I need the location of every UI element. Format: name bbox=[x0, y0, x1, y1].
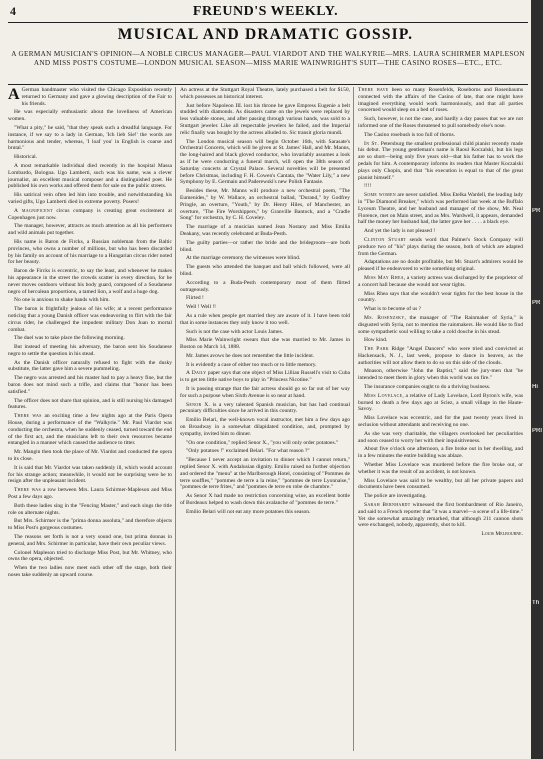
paragraph-text: Just before Napoleon III. lost his throne he gave Empress Eugenie a belt studded with diamonds. As disasters came on the jewels were replaced by less valuable stones, and after passing through various hands, was sold to a Stuttgart jeweler. Like all respectable jewelers he failed, and the Imperial relic finally was bought by the actress alluded to. Sic transit gloria mundi. bbox=[180, 102, 350, 136]
paragraph-text: His satirical vein often led him into trouble, and notwithstanding his varied gifts, Ugo Lamberti died in extreme poverty. Posers! bbox=[8, 192, 172, 205]
article-paragraph bbox=[180, 87, 350, 101]
article-paragraph bbox=[8, 518, 172, 532]
paragraph-text: , the manager of "The Rainmaker of Syria," is disgusted with Syria, not to mention the rainmakers. He would like to find some sympathetic soul willing to take a cold douche in his stead. bbox=[358, 314, 523, 335]
article-paragraph bbox=[180, 224, 350, 238]
article-paragraph bbox=[358, 116, 523, 130]
page-subhead: A GERMAN MUSICIAN'S OPINION—A NOBLE CIRCUS MANAGER—PAUL VIARDOT AND THE WALKYRIE—MRS. LAURA SCHIRMER MAPLESON AND MISS POST'S COSTUME—LONDON MUSICAL SEASON—MISS MARIE WAINWRIGHT'S SUIT—THE CASINO ROSES—ETC., ETC. bbox=[11, 50, 525, 67]
paragraph-text: Mnason, otherwise "John the Baptist," said the jury-men that "he intended to meet them in glory when this world was on fire." bbox=[358, 368, 523, 382]
page-number: 4 bbox=[10, 4, 16, 18]
paragraph-text: His name is Baron de Fircks, a Russian nobleman from the Baltic provinces, who owns a number of millions, but who has been discarded by his family on account of his marriage to a Hungarian circus rider noted for her beauty. bbox=[8, 238, 172, 266]
paragraph-text: A most remarkable individual died recently in the hospital Massa Lombardo, Bologna. Ugo Lamberti, such was his name, was a clever journalist, an excellent musical composer and a distinguished poet. He published his own works and offered them for sale on the public streets. bbox=[8, 162, 172, 190]
article-paragraph bbox=[180, 329, 350, 336]
paragraph-text: Emilio Belari, the well-known vocal instructor, met him a few days ago on Broadway in a somewhat dilapidated condition, and, prompted by sympathy, invited him to dinner. bbox=[180, 417, 350, 437]
paragraph-text: Ridge "Angel Dancers" who were tried and convicted at Hackensack, N. J., last week, propose to dance in heaven, as the authorities will not allow them to do so on this side of the clouds. bbox=[358, 346, 523, 366]
paragraph-text: No one is anxious to shake hands with him. bbox=[14, 297, 110, 304]
paragraph-text: It is passing strange that the fair actress should go so far out of her way for such a purpose when Sixth Avenue is so near at hand. bbox=[180, 386, 350, 399]
paragraph-text: But Mrs. Schirmer is the "prima donna assoluta," and therefore objects to Miss Post's gorgeous costumes. bbox=[8, 518, 172, 532]
paragraph-text: As Senor X had made no restriction concerning wine, an excellent bottle of Bordeaux helped to wash down this avalanche of "pommes de terre." bbox=[180, 493, 350, 507]
paragraph-text: Miss Lovelace was eccentric, and for the past twenty years lived in seclusion without attendants and receiving no one. bbox=[358, 415, 523, 429]
article-paragraph bbox=[8, 192, 172, 206]
article-paragraph bbox=[180, 417, 350, 437]
paragraph-text: But instead of meeting his adversary, the baron sent his Soudanese negro to settle the question in his stead. bbox=[8, 344, 172, 357]
article-paragraph bbox=[8, 208, 172, 222]
article-paragraph bbox=[8, 87, 172, 107]
article-paragraph bbox=[358, 502, 523, 529]
article-paragraph bbox=[8, 503, 172, 517]
paragraph-text: is a very talented Spanish musician, but has had continual pecuniary difficulties since he arrived in this country. bbox=[180, 401, 350, 415]
article-paragraph bbox=[358, 384, 523, 391]
paragraph-text: , a variety actress was discharged by the proprietor of a concert hall because she would not wear tights. bbox=[358, 274, 523, 288]
paragraph-text: The Casino rosebush is too full of thorns. bbox=[364, 131, 456, 138]
paragraph-text: According to a Buda-Pesth contemporary most of them flirted outrageously. bbox=[180, 279, 350, 293]
paragraph-text: Miss Marie Wainwright swears that she was married to Mr. James in Boston on March 14, 1888. bbox=[180, 337, 350, 351]
article-paragraph bbox=[358, 346, 523, 366]
paragraph-text: German bandmaster who visited the Chicago Exposition recently returned to Germany and gave a glowing description of the Fair to his friends. bbox=[21, 87, 172, 107]
paragraph-text: Whether Miss Lovelace was murdered before the fire broke out, or whether it was the result of an accident, is not known. bbox=[358, 462, 523, 475]
article-paragraph bbox=[180, 386, 350, 400]
paragraph-lead: There have bbox=[358, 87, 389, 93]
article-paragraph bbox=[8, 125, 172, 152]
article-paragraph bbox=[358, 393, 523, 413]
paragraph-lead: Miss Lovelace bbox=[364, 392, 403, 399]
article-paragraph bbox=[180, 264, 350, 278]
paragraph-lead: There was bbox=[14, 413, 42, 420]
article-paragraph bbox=[180, 448, 350, 455]
article-paragraph bbox=[358, 87, 523, 114]
article-paragraph bbox=[180, 304, 350, 311]
paragraph-text: The guests who attended the banquet and ball which followed, were all blind. bbox=[180, 264, 350, 277]
paragraph-lead: Miss May Rhea bbox=[364, 274, 404, 281]
edge-fragment: PRI bbox=[532, 428, 543, 434]
article-paragraph bbox=[180, 337, 350, 351]
paragraph-text: The officer does not share that opinion, and is still nursing his damaged features. bbox=[8, 397, 172, 411]
paragraph-lead: A magnificent bbox=[14, 207, 53, 214]
paragraph-text: It is evidently a case of either too much or to little memory. bbox=[186, 361, 317, 368]
paragraph-text: Miss Rhea says that she wouldn't wear tights for the best house in the country. bbox=[358, 290, 523, 304]
article-paragraph bbox=[180, 493, 350, 507]
paragraph-text: He was especially enthusiastic about the loveliness of American women. bbox=[8, 109, 172, 123]
article-paragraph bbox=[8, 154, 172, 161]
article-paragraph bbox=[8, 375, 172, 395]
article-paragraph bbox=[8, 239, 172, 266]
article-paragraph bbox=[8, 360, 172, 374]
article-paragraph bbox=[8, 268, 172, 295]
article-paragraph bbox=[358, 141, 523, 182]
article-paragraph bbox=[180, 240, 350, 254]
article-paragraph bbox=[358, 259, 523, 273]
paragraph-text: Petersburg the smallest professional child pianist recently made his debut. The young gentleman's name is Raoul Koczalski, but his legs are so short—being only five years old—that his father has to work the pedals for him. A contemporary informs its readers that Master Koczalski plays only Chopin, and that "his execution is equal to that of the great pianist himself." bbox=[358, 140, 523, 181]
article-paragraph bbox=[180, 509, 350, 516]
article-paragraph bbox=[180, 295, 350, 302]
paragraph-text: Flirted ! bbox=[186, 295, 204, 302]
article-paragraph bbox=[358, 368, 523, 382]
paragraph-text: "Because I never accept an invitation to dinner which I cannot return," replied Senor X. with Andalusian dignity. Emilio raised no further objection and ordered the "menu" at the Marlborough Hotel, consisting of "Pommes de terre souffles," "pommes de terre a la reine," "pommes de terre Lyonnaise," "pommes de terre frites," and "pommes de terre en robe de chambre." bbox=[180, 457, 350, 491]
article-column-3 bbox=[358, 87, 523, 751]
paragraph-text: Emilio Belari will not eat any more potatoes this season. bbox=[186, 508, 311, 515]
edge-fragment: Th bbox=[532, 600, 540, 606]
paragraph-text: The guilty parties—or rather the bride and the bridegroom—are both blind. bbox=[180, 239, 350, 253]
article-paragraph bbox=[358, 306, 523, 313]
author-signature: Louis Melbourne. bbox=[481, 531, 523, 538]
article-paragraph bbox=[358, 337, 523, 344]
article-paragraph bbox=[358, 446, 523, 460]
article-paragraph bbox=[358, 478, 523, 492]
article-paragraph bbox=[358, 192, 523, 226]
paragraph-text: Mr. Mangin then took the place of Mr. Viardot and conducted the opera to its close. bbox=[8, 449, 172, 463]
article-paragraph bbox=[8, 413, 172, 447]
paragraph-text: At the marriage ceremony the witnesses were blind. bbox=[186, 255, 301, 262]
article-paragraph bbox=[180, 353, 350, 360]
paragraph-text: The insurance companies ought to do a thriving business. bbox=[364, 384, 491, 391]
article-paragraph bbox=[180, 362, 350, 369]
paragraph-text: How kind. bbox=[364, 337, 388, 344]
article-paragraph bbox=[180, 188, 350, 222]
article-paragraph bbox=[8, 487, 172, 501]
paragraph-lead: Clinton Stuart bbox=[364, 236, 407, 243]
paragraph-text: Colonel Mapleson tried to discharge Miss Post, but Mr. Whitney, who owns the opera, objected. bbox=[8, 549, 172, 563]
paragraph-lead: There was bbox=[14, 487, 41, 494]
paragraph-text: witnessed the first bombardment of Rio Janeiro, and said to a French reporter that "it was a marvel—a scene of a life-time." Yet she somewhat amazingly remarked, that although 211 cannon shots were exchanged, nobody, apparently, shot to kill. bbox=[358, 502, 523, 529]
paragraph-text: Baron de Fircks is eccentric, to say the least, and whenever he makes his appearance in the street the crowds scatter in every direction, for he never moves outdoors without his body guard, composed of a Soudanese negro of herculean proportions, a tamed lion, a wolf and a huge dog. bbox=[8, 268, 172, 295]
paragraph-text: circus company is creating great excitement at Copenhagen just now. bbox=[8, 207, 172, 221]
drop-cap: A bbox=[8, 87, 20, 103]
paragraph-lead: In St. bbox=[364, 140, 380, 147]
article-paragraph bbox=[358, 228, 523, 235]
edge-fragment: PR bbox=[532, 208, 541, 214]
paragraph-text: When the two ladies now meet each other off the stage, both their noses take suddenly an upward course. bbox=[8, 565, 172, 578]
article-paragraph bbox=[358, 275, 523, 289]
paragraph-text: an exciting time a few nights ago at the Paris Opera House, during a performance of the "Walkyrie." Mr. Paul Viardot was conducting the orchestra, when he suddenly ceased, turned toward the end of the first act, and the musicians left to their own resources became entangled in a manner which caused the audience to titter. bbox=[8, 413, 172, 447]
article-paragraph bbox=[180, 457, 350, 491]
paragraph-lead: Ms. Rosenzsky bbox=[364, 314, 405, 321]
article-paragraph bbox=[8, 465, 172, 485]
article-paragraph bbox=[8, 223, 172, 237]
article-paragraph bbox=[8, 163, 172, 190]
paragraph-text: are never satisfied. Miss Etelka Wardell, the leading lady in "The Diamond Breaker," which was performed last week at the Buffalo Lyceum Theatre, and her husband and manager of the show, Mr. Neal Florence, met on Main street, and as Mrs. Wardwell, it appears, demanded half the money her husband had, the latter gave her . . . . a black eye. bbox=[358, 192, 523, 226]
article-paragraph bbox=[8, 565, 172, 579]
paragraph-text: "What a pity," he said, "that they speak such a dreadful language. For instance, if we say to a lady in German, 'Ich lieb Sie!' the words are harmonious and tender, whereas, 'I loaf you' in English is coarse and brutal." bbox=[8, 124, 172, 152]
article-paragraph bbox=[180, 103, 350, 137]
paragraph-text: Mr. James avows he does not remember the little incident. bbox=[186, 352, 315, 359]
paragraph-text: Historical. bbox=[14, 154, 38, 161]
article-column-1 bbox=[8, 87, 172, 751]
article-paragraph bbox=[8, 398, 172, 412]
edge-fragment: Hi bbox=[532, 384, 538, 390]
article-paragraph bbox=[180, 370, 350, 384]
paragraph-text: !!!! bbox=[364, 183, 372, 190]
article-column-2 bbox=[180, 87, 350, 751]
paragraph-text: Such, however, is not the case, and hardly a day passes that we are not informed one of the Roses threatened to pull somebody else's nose. bbox=[358, 116, 523, 129]
article-paragraph bbox=[358, 132, 523, 139]
article-paragraph bbox=[358, 315, 523, 335]
paragraph-text: An actress at the Stuttgart Royal Theatre, lately purchased a belt for $150, which possesses an historical interest. bbox=[180, 87, 350, 100]
article-paragraph bbox=[8, 109, 172, 123]
paragraph-text: The marriage of a musician named Jean Nostany and Miss Emilia Deakany, was recently celebrated at Buda-Pesth. bbox=[180, 224, 350, 237]
article-paragraph bbox=[358, 431, 523, 445]
page-headline: MUSICAL AND DRAMATIC GOSSIP. bbox=[117, 26, 414, 43]
article-paragraph bbox=[180, 255, 350, 262]
adjacent-page-edge bbox=[531, 0, 543, 759]
paragraph-lead: Sarah Bernhardt bbox=[364, 502, 411, 509]
subhead-rule bbox=[8, 84, 528, 85]
paragraph-text: As she was very charitable, the villagers overlooked her peculiarities and soon ceased to worry her with their inquisitiveness. bbox=[358, 430, 523, 444]
edge-fragment: PR bbox=[532, 300, 541, 306]
paragraph-text: , a relative of Lady Lovelace, Lord Byron's wife, was burned to death a few days ago at Sciez, a small village in the Haute-Savoy. bbox=[358, 392, 523, 413]
paragraph-text: The duel was to take place the following morning. bbox=[14, 335, 125, 342]
paragraph-text: been so many Rosenfelds, Roseborns and Rosenbaums connected with the affairs of the Casino of late, that one might have imagined everything would work harmoniously, and that all parties concerned would sleep on a bed of roses. bbox=[358, 87, 523, 114]
article-paragraph bbox=[8, 550, 172, 564]
article-paragraph bbox=[180, 139, 350, 187]
paragraph-text: Besides these, Mr. Manns will produce a new orchestral poem, "The Eumenides," by W. Wallace, an orchestral ballad, "Durand," by Godfrey Pringle, an overture, "Youth," by Dr. Henry Hiles, of Manchester, an overture, "The Fire Worshippers," by Granville Bantock, and a "Cradle Song" for orchestra, by C. H. Coveley. bbox=[180, 188, 350, 222]
paragraph-text: Adaptations are no doubt profitable, but Mr. Stuart's admirers would be pleased if he endeavored to write something original. bbox=[358, 259, 523, 273]
paragraph-text: Both these ladies sing in the "Fencing Master," and each sings the title role on alternate nights. bbox=[8, 502, 172, 516]
article-paragraph bbox=[180, 280, 350, 294]
masthead-rule bbox=[8, 22, 528, 23]
article-paragraph bbox=[358, 415, 523, 429]
paragraph-text: It is said that Mr. Viardot was taken suddenly ill, which would account for his strange action; meanwhile, it would not be surprising were he to resign after the unpleasant incident. bbox=[8, 464, 172, 485]
paragraph-text: The London musical season will begin October 16th, with Sarasate's Orchestral Concerts, which will be given at St. James' Hall, and Mr. Manns, the long-haired and black gloved conductor, who invariably assumes a look as if he were conducting a funeral march, will open the 38th season of Saturday concerts at Crystal Palace. Several novelties will be presented before Christmas, including F. H. Cowen's Cantata, the "Water Lily," a new Symphony by E. Germain and Paderewski's new Polish Fantasie. bbox=[180, 138, 350, 186]
paragraph-text: The negro was arrested and his master had to pay a heavy fine, but the baron does not mind such a trifle, and claims that "honor has been satisfied." bbox=[8, 375, 172, 395]
paragraph-text: As the Danish officer naturally refused to fight with the dusky substitute, the latter gave him a severe pummeling. bbox=[8, 359, 172, 373]
paragraph-text: The police are investigating. bbox=[364, 493, 427, 500]
article-paragraph bbox=[180, 313, 350, 327]
paragraph-text: What is to become of us ? bbox=[364, 306, 422, 313]
paragraph-text: And yet the lady is not pleased ! bbox=[364, 228, 436, 235]
paragraph-text: a row between Mrs. Laura Schirmer-Mapleson and Miss Post a few days ago. bbox=[8, 487, 172, 501]
article-paragraph bbox=[8, 449, 172, 463]
article-paragraph bbox=[358, 183, 523, 190]
paragraph-text: The baron is frightfully jealous of his wife; at a recent performance noticing that a young Danish officer was endeavoring to flirt with the fair circus rider, he challenged the impudent military Don Juan to mortal combat. bbox=[8, 306, 172, 333]
paragraph-text: The reasons set forth is not a very sound one, but prima donnas in general, and Mrs. Schirmer in particular, have their own peculiar views. bbox=[8, 534, 172, 547]
paragraph-text: Such is not the case with actor Louis James. bbox=[186, 328, 283, 335]
paragraph-text: paper says that one object of Miss Lillian Russell's visit to Cuba is to get ten little native boys to play in "Princess Nicotine." bbox=[180, 370, 350, 384]
article-paragraph bbox=[8, 297, 172, 304]
paragraph-text: Well ! Well !! bbox=[186, 304, 217, 311]
article-paragraph bbox=[180, 440, 350, 447]
column-divider bbox=[175, 87, 176, 751]
paragraph-text: The manager, however, attracts as much attention as all his performers and wild animals put together. bbox=[8, 223, 172, 237]
article-paragraph bbox=[8, 534, 172, 548]
paragraph-text: As a rule when people get married they are aware of it. I have been told that in some instances they only know it too well. bbox=[180, 312, 350, 326]
paragraph-lead: The Park bbox=[364, 346, 389, 353]
paragraph-text: "On one condition," replied Senor X., "you will only order potatoes." bbox=[186, 439, 339, 446]
article-paragraph bbox=[8, 306, 172, 333]
article-paragraph bbox=[8, 335, 172, 342]
paragraph-text: sends word that Palmer's Stock Company will produce two of "his" plays during the season, both of which are adapted from the German. bbox=[358, 236, 523, 257]
paragraph-lead: A Daily bbox=[186, 370, 207, 377]
article-paragraph bbox=[358, 493, 523, 500]
article-paragraph bbox=[358, 462, 523, 476]
article-paragraph bbox=[358, 237, 523, 257]
paragraph-text: About five o'clock one afternoon, a fire broke out in her dwelling, and in a few minutes the entire building was ablaze. bbox=[358, 446, 523, 460]
paragraph-lead: Senor X. bbox=[186, 401, 211, 408]
paragraph-lead: Some women bbox=[364, 192, 396, 199]
article-paragraph bbox=[180, 402, 350, 416]
column-divider bbox=[353, 87, 354, 751]
article-paragraph bbox=[8, 344, 172, 358]
article-paragraph bbox=[358, 291, 523, 305]
masthead: FREUND'S WEEKLY. bbox=[192, 4, 339, 19]
paragraph-text: Miss Lovelace was said to be wealthy, but all her private papers and documents have been consumed. bbox=[358, 477, 523, 491]
paragraph-text: "Only potatoes !" exclaimed Belari. "For what reason ?" bbox=[186, 448, 310, 455]
